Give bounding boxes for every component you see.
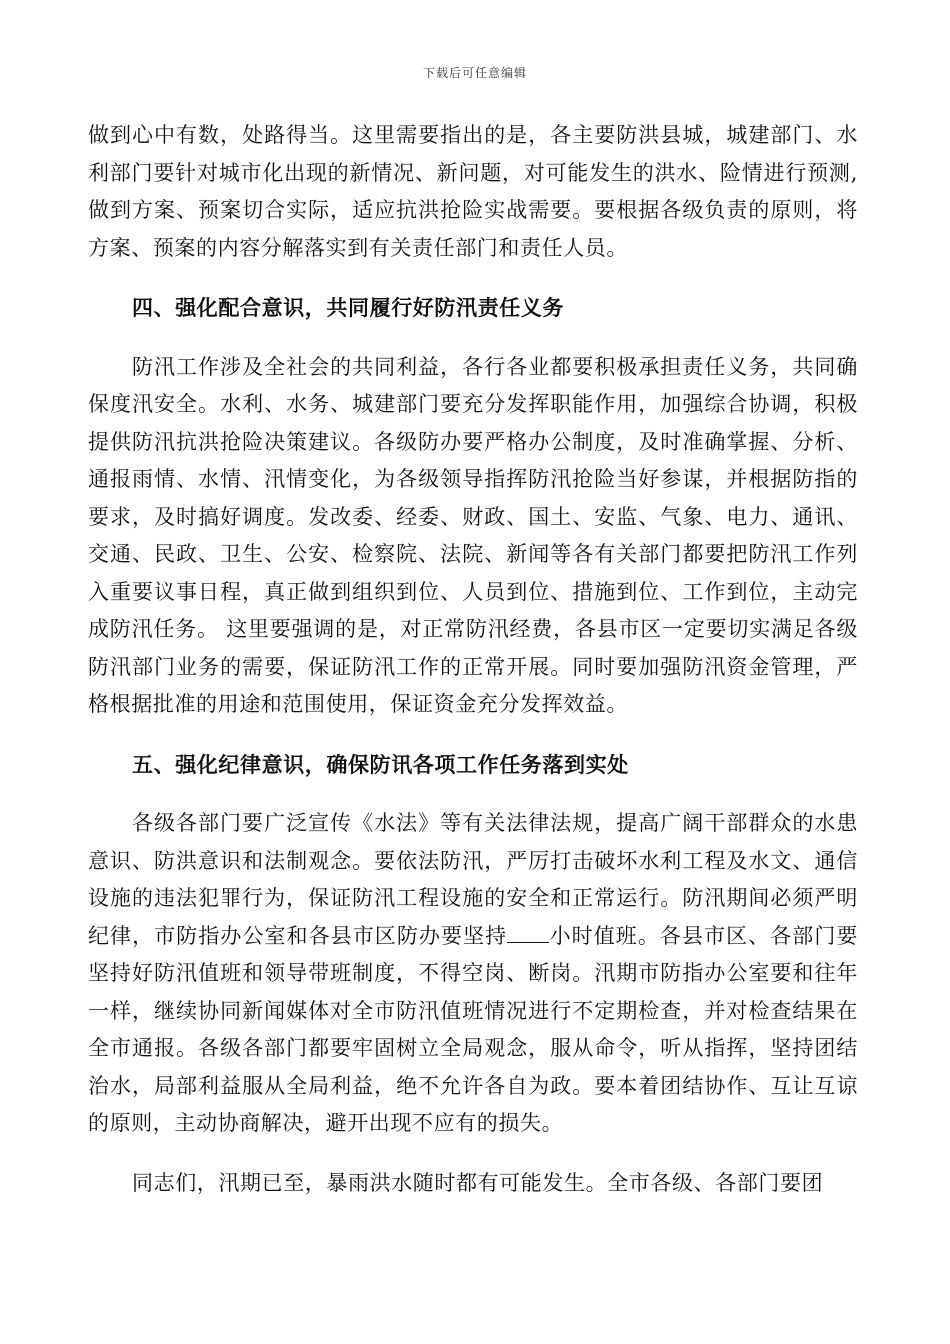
paragraph-discipline-part1: 各级各部门要广泛宣传《水法》等有关法律法规，提高广阔干部群众的水患意识、防洪意识和法制观念。要依法防汛，严厉打击破坏水利工程及水文、通信设施的违法犯罪行为，保证防汛工程设施的安全和正常运行。防汛期间必须严明纪律，市防指办公室和各县市区防办要坚持: [88, 811, 858, 948]
running-header: 下载后可任意编辑: [422, 66, 527, 80]
document-body: [88, 117, 858, 1202]
section-heading-4: 四、强化配合意识，共同履行好防汛责任义务: [132, 295, 564, 320]
paragraph-cooperation: 防汛工作涉及全社会的共同利益，各行各业都要积极承担责任义务，共同确保度汛安全。水利、水务、城建部门要充分发挥职能作用，加强综合协调，积极提供防汛抗洪抢险决策建议。各级防办要严格办公制度，及时准确掌握、分析、通报雨情、水情、汛情变化，为各级领导指挥防汛抢险当好参谋，并根据防指的要求，及时搞好调度。发改委、经委、财政、国土、安监、气象、电力、通讯、交通、民政、卫生、公安、检察院、法院、新闻等各有关部门都要把防汛工作列入重要议事日程，真正做到组织到位、人员到位、措施到位、工作到位，主动完成防汛任务。 这里要强调的是，对正常防汛经费，各县市区一定要切实满足各级防汛部门业务的需要，保证防汛工作的正常开展。同时要加强防汛资金管理，严格根据批准的用途和范围使用，保证资金充分发挥效益。: [88, 354, 858, 716]
paragraph-discipline-part2: 小时值班。各县市区、各部门要坚持好防汛值班和领导带班制度，不得空岗、断岗。汛期市防指办公室要和往年一样，继续协同新闻媒体对全市防汛值班情况进行不定期检查，并对检查结果在全市通报。各级各部门都要牢固树立全局观念，服从命令，听从指挥，坚持团结治水，局部利益服从全局利益，绝不允许各自为政。要本着团结协作、互让互谅的原则，主动协商解决，避开出现不应有的损失。: [88, 923, 858, 1135]
paragraph-closing: 同志们，汛期已至，暴雨洪水随时都有可能发生。全市各级、各部门要团: [132, 1170, 824, 1195]
paragraph-discipline: [88, 805, 858, 1143]
section-heading-5: 五、强化纪律意识，确保防讯各项工作任务落到实处: [132, 751, 629, 777]
fill-in-blank: [507, 924, 549, 943]
paragraph-continuation: 做到心中有数，处路得当。这里需要指出的是，各主要防洪县城，城建部门、水利部门要针对城市化出现的新情况、新问题，对可能发生的洪水、险情进行预测,做到方案、预案切合实际，适应抗洪抢险实战需要。要根据各级负责的原则，将方案、预案的内容分解落实到有关责任部门和责任人员。: [88, 123, 858, 260]
